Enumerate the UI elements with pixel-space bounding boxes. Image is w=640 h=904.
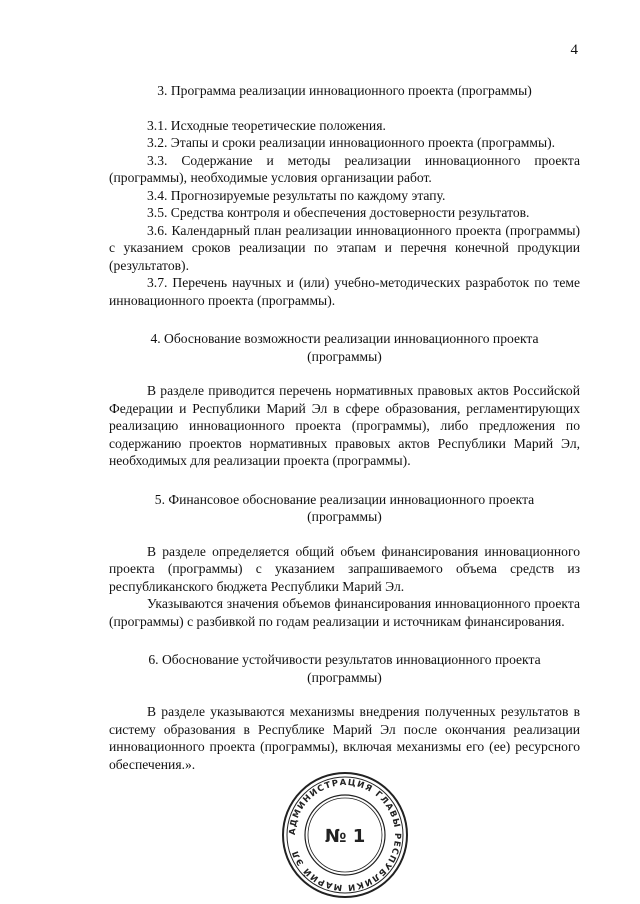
section-6-heading (109, 651, 580, 686)
section-4-heading (109, 330, 580, 365)
section-5-paragraph: В разделе определяется общий объем финансирования инновационного проекта (программы) с указанием запрашиваемого объема средств из республиканского бюджета Республики Марий Эл. (109, 543, 580, 594)
section-4-heading-line1: 4. Обоснование возможности реализации инновационного проекта (150, 331, 539, 346)
section-3-item: 3.2. Этапы и сроки реализации инновационного проекта (программы). (147, 135, 556, 150)
official-stamp (280, 770, 410, 900)
section-6-heading-line2: (программы) (307, 669, 382, 685)
stamp-number: № 1 (324, 826, 366, 847)
stamp-seal-icon (280, 770, 410, 900)
section-5-paragraph: Указываются значения объемов финансирования инновационного проекта (программы) с разбивкой по годам реализации и источникам финансирования. (109, 596, 580, 629)
document-body (109, 82, 580, 773)
section-4-heading-line2: (программы) (307, 348, 382, 364)
section-3-item: 3.4. Прогнозируемые результаты по каждому этапу. (147, 187, 446, 203)
section-6-heading-line1: 6. Обоснование устойчивости результатов инновационного проекта (148, 652, 541, 667)
section-3-item: 3.1. Исходные теоретические положения. (147, 117, 386, 133)
section-3-item: 3.7. Перечень научных и (или) учебно-методических разработок по теме инновационного проекта (программы). (109, 275, 580, 308)
section-5-heading-line1: 5. Финансовое обоснование реализации инновационного проекта (154, 491, 535, 507)
page-number: 4 (570, 42, 578, 58)
section-3-heading: 3. Программа реализации инновационного проекта (программы) (157, 83, 532, 98)
section-3-item: 3.3. Содержание и методы реализации инновационного проекта (программы), необходимые условия организации работ. (109, 152, 580, 185)
section-3-item: 3.6. Календарный план реализации инновационного проекта (программы) с указанием сроков реализации по этапам и перечня конечной продукции (результатов). (109, 222, 580, 273)
section-5-heading-line2: (программы) (307, 509, 382, 524)
section-4-paragraph: В разделе приводится перечень нормативных правовых актов Российской Федерации и Республики Марий Эл в сфере образования, регламентирующих реализацию инновационного проекта (программы), либо предложения по содержанию проектов нормативных правовых актов Республики Марий Эл, необходимых для реализации проекта (программы). (109, 383, 580, 468)
section-6-paragraph: В разделе указываются механизмы внедрения полученных результатов в систему образования в Республике Марий Эл после окончания реализации инновационного проекта (программы), включая механизмы его (ее) ресурсного обеспечения.». (109, 704, 580, 772)
section-3-item: 3.5. Средства контроля и обеспечения достоверности результатов. (147, 205, 530, 220)
section-5-heading (109, 491, 580, 526)
stamp-ring-text: АДМИНИСТРАЦИЯ ГЛАВЫ РЕСПУБЛИКИ МАРИЙ ЭЛ (287, 777, 403, 893)
